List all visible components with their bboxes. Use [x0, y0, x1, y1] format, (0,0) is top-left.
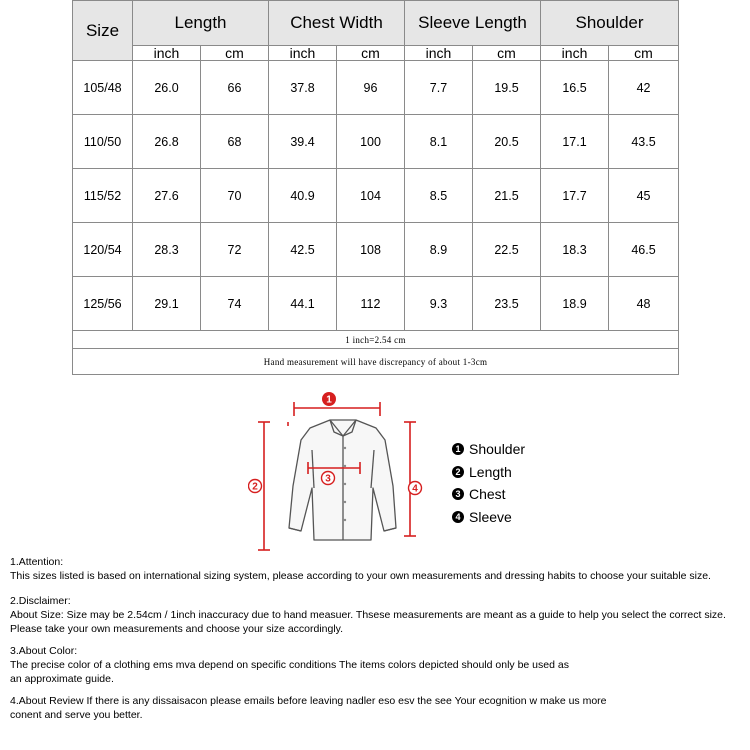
attention-text: This sizes listed is based on international sizing system, please according to your own measurements and dressing habits to choose your suitable size. [10, 570, 711, 582]
color-title: 3.About Color: [10, 645, 78, 657]
table-cell: 26.0 [133, 61, 201, 115]
svg-text:2: 2 [252, 481, 258, 493]
table-cell: 22.5 [473, 223, 541, 277]
table-cell: 108 [337, 223, 405, 277]
unit-header: cm [473, 46, 541, 61]
size-chart-table [72, 0, 679, 375]
measurement-legend [452, 438, 525, 528]
conversion-note: 1 inch=2.54 cm [73, 331, 679, 349]
shoulder-column-header: Shoulder [541, 1, 679, 46]
shirt-measurement-diagram [248, 388, 438, 554]
table-cell: 21.5 [473, 169, 541, 223]
discrepancy-note: Hand measurement will have discrepancy of about 1-3cm [73, 349, 679, 375]
legend-label: Sleeve [469, 508, 512, 525]
shirt-outline [289, 420, 396, 540]
table-cell: 42 [609, 61, 679, 115]
unit-header: cm [201, 46, 269, 61]
disclaimer-line: About Size: Size may be 2.54cm / 1inch inaccuracy due to hand measuer. Thsese measurements are meant as a guide to help you select the correct size. [10, 609, 726, 621]
attention-title: 1.Attention: [10, 556, 64, 568]
table-cell: 18.9 [541, 277, 609, 331]
table-cell: 29.1 [133, 277, 201, 331]
table-cell: 72 [201, 223, 269, 277]
table-cell: 48 [609, 277, 679, 331]
table-cell: 40.9 [269, 169, 337, 223]
legend-number: 4 [452, 511, 464, 523]
review-line: conent and serve you better. [10, 709, 143, 721]
unit-header: inch [541, 46, 609, 61]
legend-label: Shoulder [469, 441, 526, 458]
table-cell: 39.4 [269, 115, 337, 169]
table-cell: 96 [337, 61, 405, 115]
table-cell: 8.5 [405, 169, 473, 223]
table-cell: 112 [337, 277, 405, 331]
size-cell: 125/56 [73, 277, 133, 331]
marker-1 [322, 392, 336, 406]
unit-header: inch [405, 46, 473, 61]
table-cell: 45 [609, 169, 679, 223]
size-column-header: Size [73, 1, 133, 61]
review-note [10, 694, 750, 722]
notes-section [10, 555, 750, 730]
legend-label: Chest [469, 486, 506, 503]
legend-item-chest [452, 483, 525, 506]
unit-header: cm [337, 46, 405, 61]
marker-3 [322, 472, 335, 485]
table-cell: 46.5 [609, 223, 679, 277]
table-cell: 8.9 [405, 223, 473, 277]
table-row [73, 115, 679, 169]
table-cell: 17.1 [541, 115, 609, 169]
table-row [73, 223, 679, 277]
table-cell: 7.7 [405, 61, 473, 115]
table-cell: 19.5 [473, 61, 541, 115]
svg-text:4: 4 [412, 483, 418, 495]
chest-width-column-header: Chest Width [269, 1, 405, 46]
table-cell: 8.1 [405, 115, 473, 169]
table-cell: 74 [201, 277, 269, 331]
table-cell: 18.3 [541, 223, 609, 277]
table-cell: 28.3 [133, 223, 201, 277]
unit-header-row [73, 46, 679, 61]
legend-number: 2 [452, 466, 464, 478]
color-note [10, 644, 750, 686]
table-cell: 100 [337, 115, 405, 169]
legend-number: 1 [452, 443, 464, 455]
size-cell: 110/50 [73, 115, 133, 169]
marker-2 [249, 480, 262, 493]
legend-label: Length [469, 463, 512, 480]
length-column-header: Length [133, 1, 269, 46]
color-line: an approximate guide. [10, 673, 114, 685]
size-cell: 120/54 [73, 223, 133, 277]
review-line: 4.About Review If there is any dissaisacon please emails before leaving nadler eso esv the see Your ecognition w make us more [10, 695, 607, 707]
table-row [73, 277, 679, 331]
disclaimer-note [10, 594, 750, 636]
svg-text:3: 3 [325, 473, 331, 485]
legend-item-sleeve [452, 506, 525, 529]
table-cell: 66 [201, 61, 269, 115]
discrepancy-note-row [73, 349, 679, 375]
table-cell: 43.5 [609, 115, 679, 169]
table-cell: 104 [337, 169, 405, 223]
table-cell: 26.8 [133, 115, 201, 169]
table-cell: 16.5 [541, 61, 609, 115]
unit-header: cm [609, 46, 679, 61]
table-cell: 9.3 [405, 277, 473, 331]
shirt-illustration [248, 388, 438, 554]
unit-header: inch [133, 46, 201, 61]
table-cell: 70 [201, 169, 269, 223]
disclaimer-title: 2.Disclaimer: [10, 595, 71, 607]
table-cell: 20.5 [473, 115, 541, 169]
size-cell: 115/52 [73, 169, 133, 223]
table-cell: 44.1 [269, 277, 337, 331]
table-cell: 17.7 [541, 169, 609, 223]
unit-header: inch [269, 46, 337, 61]
table-cell: 37.8 [269, 61, 337, 115]
attention-note [10, 555, 750, 583]
table-cell: 23.5 [473, 277, 541, 331]
color-line: The precise color of a clothing ems mva depend on specific conditions The items colors depicted should only be used as [10, 659, 569, 671]
conversion-note-row [73, 331, 679, 349]
legend-item-length [452, 461, 525, 484]
legend-number: 3 [452, 488, 464, 500]
legend-item-shoulder [452, 438, 525, 461]
marker-4 [409, 482, 422, 495]
svg-text:1: 1 [326, 394, 332, 406]
table-row [73, 61, 679, 115]
sleeve-length-column-header: Sleeve Length [405, 1, 541, 46]
table-header-row [73, 1, 679, 46]
table-cell: 68 [201, 115, 269, 169]
table-cell: 27.6 [133, 169, 201, 223]
table-cell: 42.5 [269, 223, 337, 277]
disclaimer-line: Please take your own measurements and choose your size accordingly. [10, 623, 344, 635]
size-cell: 105/48 [73, 61, 133, 115]
table-row [73, 169, 679, 223]
